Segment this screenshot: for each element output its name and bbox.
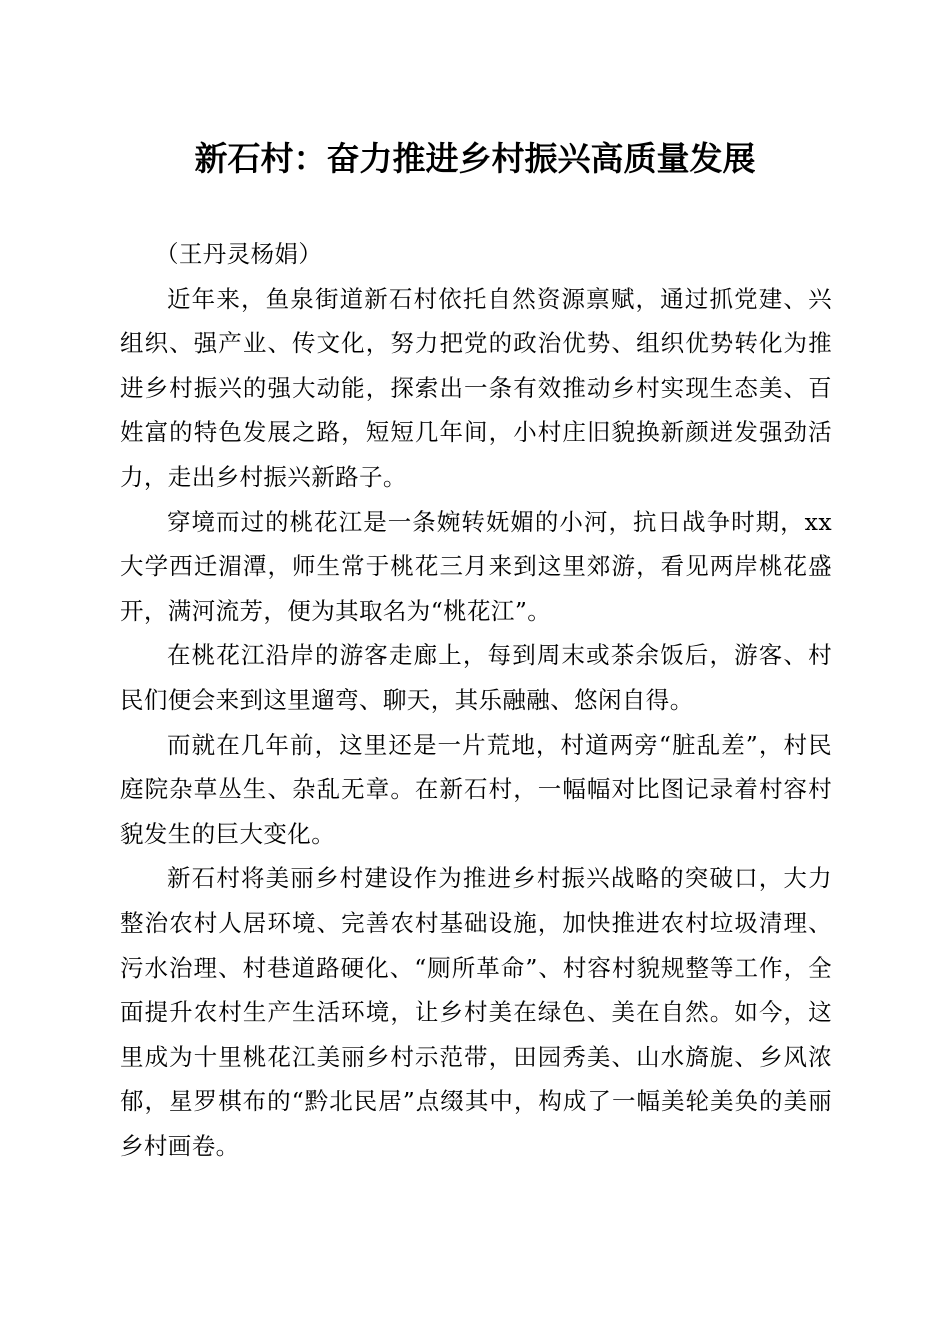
paragraph-2: 穿境而过的桃花江是一条婉转妩媚的小河，抗日战争时期，xx大学西迁湄潭，师生常于桃花三月来到这里郊游，看见两岸桃花盛开，满河流芳，便为其取名为“桃花江”。: [120, 507, 832, 625]
author-byline: （王丹灵杨娟）: [155, 240, 323, 268]
paragraph-3: 在桃花江沿岸的游客走廊上，每到周末或茶余饭后，游客、村民们便会来到这里遛弯、聊天，其乐融融、悠闲自得。: [120, 641, 832, 714]
paragraph-5: 新石村将美丽乡村建设作为推进乡村振兴战略的突破口，大力整治农村人居环境、完善农村基础设施，加快推进农村垃圾清理、污水治理、村巷道路硬化、“厕所革命”、村容村貌规整等工作，全面提升农村生产生活环境，让乡村美在绿色、美在自然。如今，这里成为十里桃花江美丽乡村示范带，田园秀美、山水旖旎、乡风浓郁，星罗棋布的“黔北民居”点缀其中，构成了一幅美轮美奂的美丽乡村画卷。: [120, 864, 832, 1160]
paragraph-4: 而就在几年前，这里还是一片荒地，村道两旁“脏乱差”，村民庭院杂草丛生、杂乱无章。在新石村，一幅幅对比图记录着村容村貌发生的巨大变化。: [120, 730, 832, 848]
document-title: 新石村：奋力推进乡村振兴高质量发展: [194, 139, 756, 178]
paragraph-1: 近年来，鱼泉街道新石村依托自然资源禀赋，通过抓党建、兴组织、强产业、传文化，努力把党的政治优势、组织优势转化为推进乡村振兴的强大动能，探索出一条有效推动乡村实现生态美、百姓富的特色发展之路，短短几年间，小村庄旧貌换新颜迸发强劲活力，走出乡村振兴新路子。: [120, 284, 832, 491]
document-body: [120, 232, 832, 1168]
